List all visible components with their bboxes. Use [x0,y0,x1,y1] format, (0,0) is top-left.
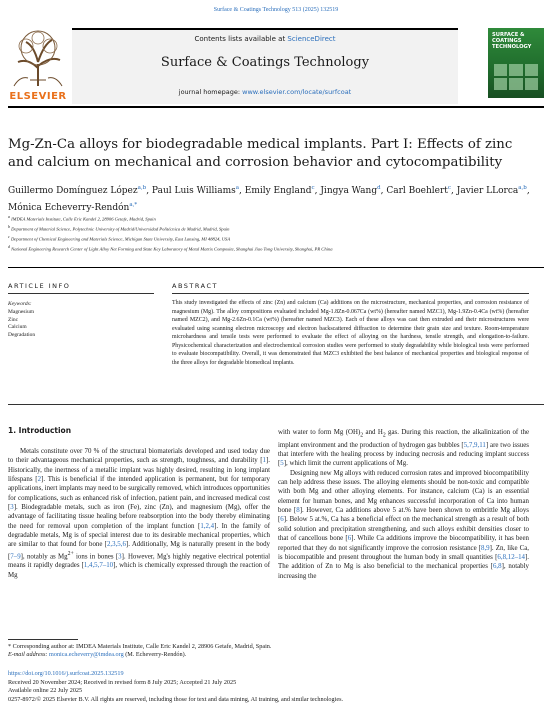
email-label: E-mail address: [8,651,48,659]
contents-prefix: Contents lists available at [194,35,288,43]
keyword: Calcium [8,324,27,331]
abstract-text: This study investigated the effects of zinc (Zn) and calcium (Ca) additions on the microstructure, mechanical properties, and corrosion resistance of magnesium (Mg). The alloy compositions evaluated included Mg-1.8Zn-0.067Ca (wt%) (hereafter named MZC1), Mg-1.9Zn-0.4Ca (wt%) (hereafter named MZC2), and Mg-2.6Zn-0.1Ca (wt%) (hereafter named MZC3). Each of these alloys was cast then extruded and their microstructures were evaluated using scanning electron microscopy and electron backscattered diffraction to determine their grain size and texture. Room-temperature microhardness and tensile tests were performed to evaluate the effect of alloying on the hardness, tensile strength, and elongation-to-failure. Physicochemical characterization and electrochemical corrosion studies were performed to study degradability while biological tests were performed to evaluate biocompatibility. Overall, it was demonstrated that MZC3 exhibited the best balance of mechanical properties and biological response of the three alloys for degradable biomedical implants. [172,300,529,366]
cover-title: SURFACE & COATINGS TECHNOLOGY [492,32,532,50]
publisher-logo-text: ELSEVIER [9,91,67,102]
affiliation-item: $^c$ Department of Chemical Engineering and Materials Science, Michigan State University, East Lansing, MI 48824, USA [8,234,231,242]
author[interactable]: Jingya Wang$^d$ [320,185,381,196]
author[interactable]: Emily England$^c$ [244,185,315,196]
email-owner: (M. Echeverry-Rendón). [125,651,187,659]
article-metadata [8,670,544,704]
footnote-divider [8,639,78,640]
contents-line [72,35,458,43]
header-divider [8,106,544,108]
journal-citation[interactable]: Surface & Coatings Technology 513 (2025) 132519 [213,7,339,13]
affiliation-item: $^b$ Department of Material Science, Polytechnic University of Madrid/Universidad Politécnica de Madrid, Madrid, Spain [8,224,230,232]
footnote [8,643,544,660]
article-info-heading: ARTICLE INFO [8,282,71,290]
keyword: Magnesium [8,308,34,315]
keyword: Zinc [8,316,19,323]
section-heading-introduction: 1. Introduction [8,426,72,435]
email-link[interactable]: monica.echeverry@imdea.org [49,651,124,659]
corresponding-author-note: * Corresponding author at: IMDEA Materials Institute, Calle Eric Kandel 2, 28906 Getafe, Madrid, Spain. [8,643,272,650]
author[interactable]: Guillermo Domínguez López$^{a,b}$ [8,185,147,196]
journal-header [8,28,456,102]
affiliation-item: $^a$ IMDEA Materials Institute, Calle Eric Kandel 2, 28906 Getafe, Madrid, Spain [8,214,156,222]
homepage-link[interactable]: www.elsevier.com/locate/surfcoat [242,88,352,96]
journal-cover-thumbnail[interactable] [488,28,544,98]
keywords-block [8,301,158,340]
abstract-divider [172,293,529,294]
journal-title: Surface & Coatings Technology [160,55,370,70]
keyword: Degradation [8,332,36,339]
elsevier-logo[interactable] [8,28,68,102]
abstract-heading: ABSTRACT [172,282,218,290]
affiliation-item: $^d$ National Engineering Research Center of Light Alloy Net Forming and State Key Laboratory of Metal Matrix Composite, Shanghai Jiao Tong University, Shanghai, PR China [8,244,333,252]
copyright: 0257-8972/© 2025 Elsevier B.V. All rights are reserved, including those for text and data mining, AI training, and similar technologies. [8,695,344,703]
abstract-bottom-divider [8,404,544,405]
sciencedirect-link[interactable]: ScienceDirect [287,35,336,43]
tree-logo-icon [8,28,68,88]
author[interactable]: Mónica Echeverry-Rendón$^{a,*}$ [8,202,138,213]
email-line [8,651,544,659]
info-top-divider [8,267,544,268]
author[interactable]: Javier LLorca$^{a,b}$ [456,185,527,196]
author-list: Guillermo Domínguez López$^{a,b}$, Paul Luis Williams$^a$, Emily England$^c$, Jingya Wang$^d$, Carl Boehlert$^c$, Javier LLorca$^{a,b}$, Mónica Echeverry-Rendón$^{a,*}$ [8,185,530,213]
body-column-left: Metals constitute over 70 % of the structural biomaterials developed and used today due to their advantageous mechanical properties, such as strength, toughness, and durability [1]. Historically, the inertness of a metallic implant was highly desired, resulting in long implant lifespans [2]. This is beneficial if the intended application is permanent, but for temporary applications, inert implants may need to be surgically removed, which introduces opportunities for complications, such as enhanced risk of infection, patient pain, and increased medical cost [3]. Biodegradable metals, such as iron (Fe), zinc (Zn), and magnesium (Mg), offer the advantage of facilitating tissue healing before reabsorption into the body thereby eliminating the need for removal upon completion of the implant function [1,2,4]. In the family of degradable metals, Mg is of special interest due to its desirable mechanical properties, which are similar to that found for bone [2,3,5,6]. Additionally, Mg is naturally present in the body [7–9], notably as $Mg^{2+}$ ions in bones [3]. However, Mg's highly negative electrical potential means it rapidly degrades [1,4,5,7–10], which is chemically expressed through the reaction of Mg [8,448,271,579]
affiliations [8,213,488,254]
journal-banner [72,28,458,104]
body-column-right: with water to form Mg $(OH)_2$ and $H_2$ gas. During this reaction, the alkalinization of the implant environment and the production of hydrogen gas bubbles [5,7,9,11] are two issues that interfere with the healing process by inducing necrosis and reducing implant success [5], which limit the current applications of Mg. Designing new Mg alloys with reduced corrosion rates and improved biocompatibility can help address these issues. The alloying elements should be non-toxic and compatible with both Mg and other alloying elements. For instance, calcium (Ca) is an essential element for human bones, and Mg enhances successful incorporation of Ca into human bone [8]. However, Ca additions above 5 at.% have been shown to embrittle Mg alloys [6]. Below 5 at.%, Ca has a beneficial effect on the mechanical strength as a result of both solid solution and precipitation strengthening, and such alloys exhibit densities closer to that of cancellous bone [6]. While Ca additions improve the biocompatibility, it has been reported that they do not significantly improve the corrosion resistance [8,9]. Zn, like Ca, is biocompatible and present throughout the human body in small quantities [6,8,12–14]. The addition of Zn to Mg is also beneficial to the mechanical properties [6,8], notably increasing the [278,429,530,580]
author[interactable]: Paul Luis Williams$^a$ [151,185,240,196]
article-info-divider [8,293,154,294]
keywords-label: Keywords: [8,301,32,307]
received-dates: Received 20 November 2024; Received in revised form 8 July 2025; Accepted 21 July 2025 [8,678,237,686]
doi-link[interactable]: https://doi.org/10.1016/j.surfcoat.2025.132519 [8,670,124,677]
article-title: Mg-Zn-Ca alloys for biodegradable medical implants. Part I: Effects of zinc and calcium on mechanical and corrosion behavior and cytocompatibility [8,137,513,170]
available-online: Available online 22 July 2025 [8,687,83,694]
homepage-line [72,88,458,96]
cover-image-grid [494,64,538,90]
homepage-prefix: journal homepage: [178,88,243,96]
author[interactable]: Carl Boehlert$^c$ [386,185,452,196]
